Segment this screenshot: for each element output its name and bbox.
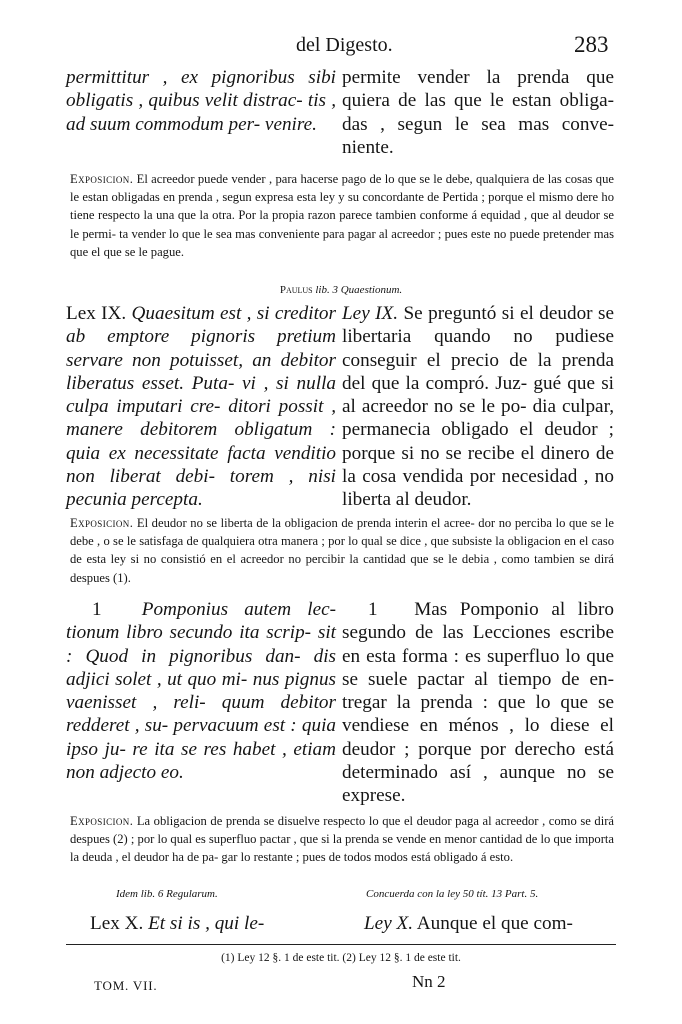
ley-title: Ley X. [364,913,414,934]
paragraph-1 [66,598,614,808]
latin-text: permittitur , ex pignoribus sibi obligatis , quibus velit distrac- tis , ad suum commodum per- venire. [66,67,336,135]
footnote-rule [66,944,616,945]
spanish-column [342,912,614,935]
exposicion-3 [70,812,614,867]
exposicion-2 [70,514,614,587]
running-title: del Digesto. [296,34,393,56]
exposicion-label: Exposicion. [70,814,134,828]
lex-title: Lex IX. [66,303,127,324]
latin-column [66,598,336,808]
attribution-author: Paulus [279,284,313,296]
volume-label: TOM. VII. [94,978,158,993]
lex-9 [66,302,614,512]
page-header [0,34,682,60]
exposicion-label: Exposicion. [70,516,134,530]
lex-10 [66,912,614,935]
latin-text: Pomponius autem lec- tionum libro secundo ita scrip- sit : Quod in pignoribus dan- dis adjici solet , ut quo mi- nus pignus vaenisset , reli- quum debitor redderet , su- pervacuum est : quia ipso ju- re ita se res habet , etiam non adjecto eo. [66,599,336,784]
page-number: 283 [574,32,609,57]
latin-text: Quaesitum est , si creditor ab emptore pignoris pretium servare non potuisset, an debitor liberatus esset. Puta- vi , si nulla culpa imputari cre- ditori possit , manere debitorem obligatum : quia ex necessitate facta venditio non liberat debi- torem , nisi pecunia percepta. [66,303,336,511]
signature-mark: Nn 2 [412,972,446,991]
exposicion-text: El deudor no se liberta de la obligacion de prenda interin el acree- dor no perciba lo que se le debe , o se le satisfaga de qualquiera otra manera ; por lo qual se dice , que subsiste la obligacion en el caso de esta ley si no consistió en el acreedor no percibir la cantidad que se le debia , como tambien se dirá despues (1). [70,516,614,585]
paragraph-number: 1 [368,599,378,620]
block-continuation [66,66,614,159]
exposicion-1 [70,170,614,261]
footnotes: (1) Ley 12 §. 1 de este tit. (2) Ley 12 §. 1 de este tit. [221,952,461,964]
spanish-text: Aunque el que com- [416,913,573,934]
lex-title: Lex X. [90,913,144,934]
exposicion-text: El acreedor puede vender , para hacerse pago de lo que se le debe, qualquiera de las cosas que le estan obligadas en prenda , segun expresa esta ley y su concordante de Pertida ; porque el mismo dere ho tiene respecto la una que la otra. Por la propia razon parece tambien conforme á equidad , que al deudor se le permi- ta vender lo que le sea mas conveniente para pagar al acreedor ; pues este no puede pretender mas que el que se le pague. [70,172,614,259]
ley-title: Ley IX. [342,303,399,324]
spanish-column [342,302,614,512]
spanish-text: Se preguntó si el deudor se libertaria quando no pudiese conseguir el precio de la prenda del que la compró. Juz- gué que si al acreedor no se le po- dia culpar, permanecia obligado el deudor ; porque si no se recibe el dinero de la cosa vendida por necesidad , no liberta al deudor. [342,303,614,511]
spanish-text: permite vender la prenda que quiera de las que le estan obliga- das , segun le sea mas conve- niente. [342,67,614,158]
attribution-left: Idem lib. 6 Regularum. [116,888,218,900]
spanish-text: Mas Pomponio al libro segundo de las Lecciones escribe en esta forma : es superfluo lo que se suele pactar al tiempo de en- tregar la prenda : que lo que se vendiese en ménos , lo diese el deudor ; porque por derecho está determinado así , aunque no se exprese. [342,599,614,807]
attribution-work: lib. 3 Quaestionum. [315,284,403,296]
spanish-column [342,598,614,808]
latin-text: Et si is , qui le- [148,913,265,934]
latin-column [66,66,336,159]
latin-column [66,912,336,935]
attribution-right: Concuerda con la ley 50 tít. 13 Part. 5. [366,888,539,900]
spanish-column [342,66,614,159]
exposicion-text: La obligacion de prenda se disuelve respecto lo que el deudor paga al acreedor , como se dirá despues (2) ; por lo qual es superfluo pactar , que si la prenda se vende en menor cantidad de lo que importa la deuda , el deudor ha de pa- gar lo restante ; pues de todos modos está obligado á esto. [70,814,614,865]
latin-column [66,302,336,512]
exposicion-label: Exposicion. [70,172,134,186]
paragraph-number: 1 [92,599,102,620]
attribution-paulus [0,284,682,296]
